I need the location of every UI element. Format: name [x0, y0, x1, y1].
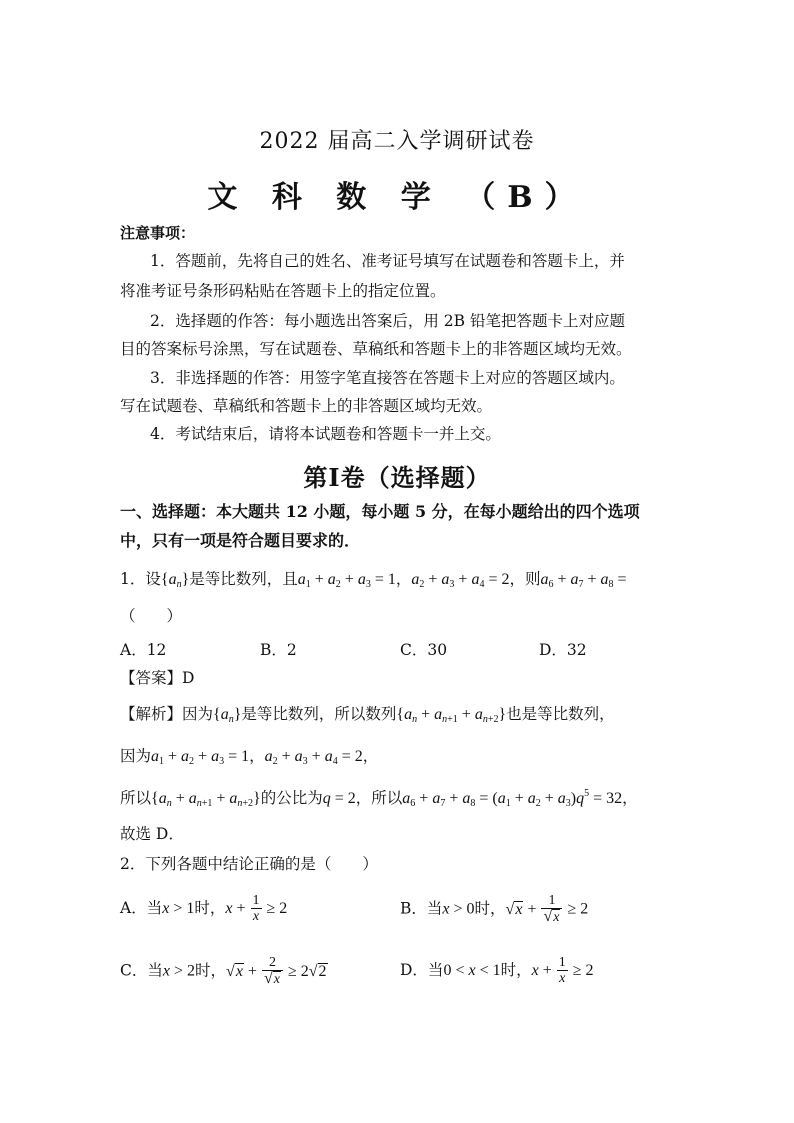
- question-2-option-d: D．当0 < x < 1时，x + $\frac{1}{x}$ ≥ 2: [400, 955, 594, 986]
- question-1-analysis-line-1: 【解析】因为$\{a_n\}$是等比数列，所以数列$\{a_n + a_{n+1} + a_{n+2}\}$也是等比数列，: [120, 705, 615, 725]
- notice-line-2b: 目的答案标号涂黑，写在试题卷、草稿纸和答题卡上的非答题区域均无效。: [120, 340, 632, 358]
- subject-title: 文 科 数 学 （B）: [207, 180, 587, 215]
- section-instruction-b: 中，只有一项是符合题目要求的．: [120, 531, 361, 550]
- question-2-option-a: A．当x > 1时，x + $\frac{1}{x}$ ≥ 2: [120, 893, 288, 924]
- question-1-option-b: B．2: [260, 641, 297, 659]
- question-1-option-d: D．32: [539, 641, 587, 659]
- section-instruction-a: 一、选择题：本大题共 12 小题，每小题 5 分，在每小题给出的四个选项: [120, 502, 640, 521]
- question-1-stem: 1．设$\{a_n\}$是等比数列，且$a_1 + a_2 + a_3 = 1$，$a_2 + a_3 + a_4 = 2$，则$a_6 + a_7 + a_8$ =: [120, 570, 627, 590]
- notice-line-1a: 1．答题前，先将自己的姓名、准考证号填写在试题卷和答题卡上，并: [150, 252, 625, 270]
- question-2-option-b: B．当x > 0时，√x + $\frac{1}{√x}$ ≥ 2: [400, 893, 589, 925]
- notice-line-3b: 写在试题卷、草稿纸和答题卡上的非答题区域均无效。: [120, 397, 493, 415]
- section-title: 第Ⅰ卷（选择题）: [303, 463, 491, 492]
- notice-heading: 注意事项：: [120, 224, 196, 242]
- question-1-paren: （ ）: [120, 607, 183, 625]
- question-1-option-a: A．12: [120, 641, 167, 659]
- question-1-analysis-line-3: 所以$\{a_n + a_{n+1} + a_{n+2}\}$的公比为q = 2，所以$a_6 + a_7 + a_8 = (a_1 + a_2 + a_3)q^5 = 32$，: [120, 788, 638, 809]
- notice-line-2a: 2．选择题的作答：每小题选出答案后，用 2B 铅笔把答题卡上对应题: [150, 312, 625, 330]
- question-1-answer: 【答案】D: [120, 669, 195, 687]
- question-2-stem: 2．下列各题中结论正确的是（ ）: [120, 855, 378, 873]
- question-1-analysis-line-2: 因为$a_1 + a_2 + a_3 = 1$，$a_2 + a_3 + a_4 = 2$，: [120, 747, 379, 767]
- question-1-conclusion: 故选 D．: [120, 825, 184, 843]
- question-1-option-c: C．30: [400, 641, 448, 659]
- exam-title: 2022 届高二入学调研试卷: [259, 129, 535, 154]
- question-2-option-c: C．当x > 2时，√x + $\frac{2}{√x}$ ≥ 2√2: [120, 955, 327, 987]
- notice-line-1b: 将准考证号条形码粘贴在答题卡上的指定位置。: [120, 282, 446, 300]
- notice-line-3a: 3．非选择题的作答：用签字笔直接答在答题卡上对应的答题区域内。: [150, 369, 625, 387]
- notice-line-4: 4．考试结束后，请将本试题卷和答题卡一并上交。: [150, 425, 501, 443]
